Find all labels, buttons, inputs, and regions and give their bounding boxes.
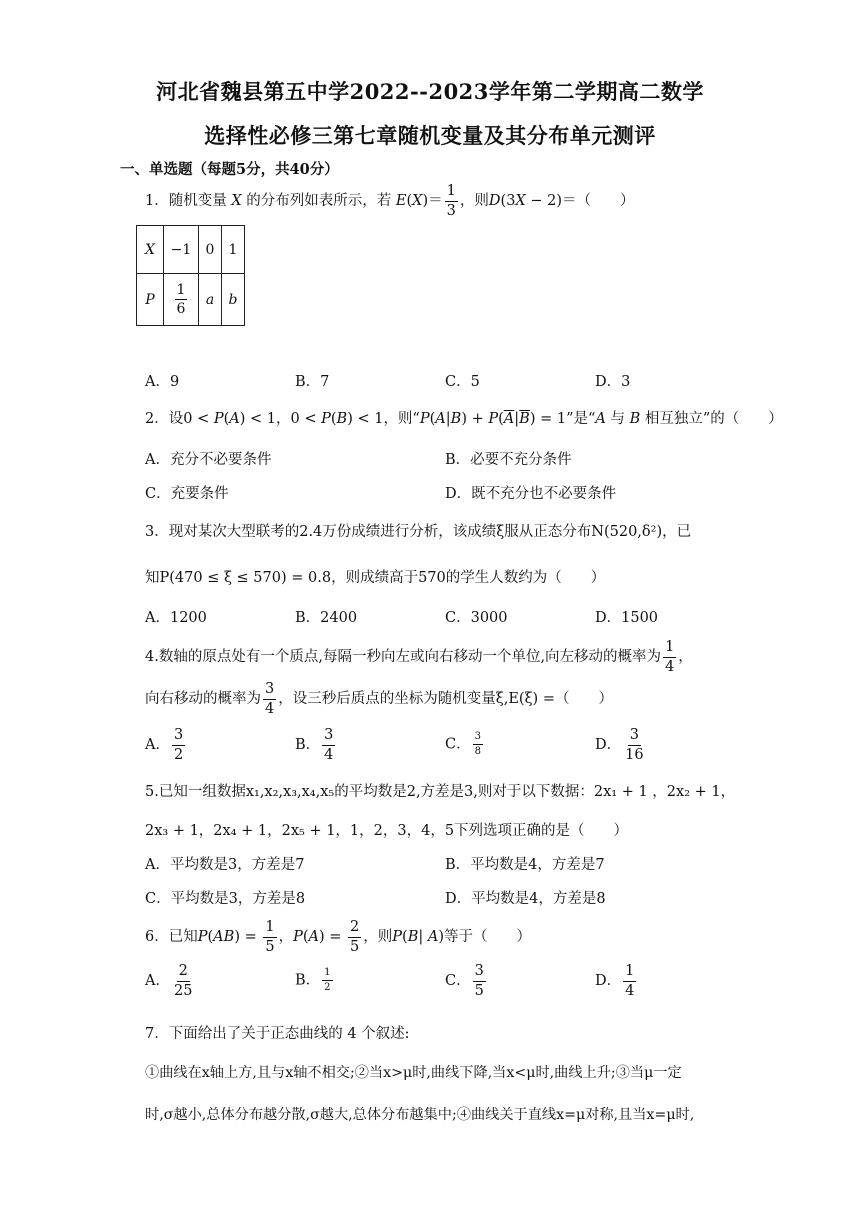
option-a: A． $\frac{3}{2}$ bbox=[145, 727, 184, 763]
option-c: C．5 bbox=[445, 374, 480, 390]
option-c: C．充要条件 bbox=[145, 486, 229, 502]
fraction: $\frac{2}{5}$ bbox=[350, 919, 360, 955]
option-a: A．充分不必要条件 bbox=[145, 452, 272, 468]
option-b: B．2400 bbox=[295, 610, 358, 626]
table-cell: P bbox=[137, 274, 164, 326]
fraction: $\frac{1}{3}$ bbox=[446, 183, 456, 219]
table-cell: b bbox=[222, 274, 245, 326]
option-d: D．3 bbox=[595, 374, 631, 390]
question-6-stem: 6．已知P(AB) = $\frac{1}{5}$ ，P(A) = $\frac{2}{5}$ ，则P(B| A)等于（ ） bbox=[145, 919, 532, 955]
option-d: D． $\frac{1}{4}$ bbox=[595, 963, 635, 999]
option-a: A．1200 bbox=[145, 610, 207, 626]
option-b: B．必要不充分条件 bbox=[445, 452, 572, 468]
question-1-stem: 1．随机变量 X 的分布列如表所示，若 E(X)＝ $\frac{1}{3}$ ，则D(3X − 2)＝（ ） bbox=[145, 183, 635, 219]
option-b: B． $\frac{3}{4}$ bbox=[295, 727, 334, 763]
table-cell: 1 bbox=[222, 226, 245, 274]
option-c: C．3000 bbox=[445, 610, 508, 626]
question-3-line2: 知P(470 ≤ ξ ≤ 570) = 0.8，则成绩高于570的学生人数约为（ ） bbox=[145, 570, 606, 586]
question-5-line2: 2x₃ + 1，2x₄ + 1，2x₅ + 1，1，2，3，4，5下列选项正确的是（ ） bbox=[145, 823, 629, 839]
option-c: C．平均数是3，方差是8 bbox=[145, 891, 306, 907]
table-cell: a bbox=[199, 274, 222, 326]
table-cell: 0 bbox=[199, 226, 222, 274]
table-cell: −1 bbox=[164, 226, 199, 274]
option-c: C． $\frac{3}{5}$ bbox=[445, 963, 484, 999]
question-7-line2: ①曲线在x轴上方,且与x轴不相交;②当x>μ时,曲线下降,当x<μ时,曲线上升;③当μ一定 bbox=[145, 1065, 682, 1081]
option-d: D．平均数是4，方差是8 bbox=[445, 891, 606, 907]
question-5-line1: 5.已知一组数据x₁,x₂,x₃,x₄,x₅的平均数是2,方差是3,则对于以下数据：2x₁ + 1 ，2x₂ + 1， bbox=[145, 784, 736, 800]
question-7-line1: 7．下面给出了关于正态曲线的 4 个叙述: bbox=[145, 1026, 410, 1042]
fraction: $\frac{1}{4}$ bbox=[665, 639, 675, 675]
option-b: B．7 bbox=[295, 374, 330, 390]
option-c: C． $\frac{3}{8}$ bbox=[445, 731, 481, 757]
option-d: D． $\frac{3}{16}$ bbox=[595, 727, 644, 763]
question-4-line1: 4.数轴的原点处有一个质点,每隔一秒向左或向右移动一个单位,向左移动的概率为 $\frac{1}{4}$ ， bbox=[145, 639, 693, 675]
exam-title-line2: 选择性必修三第七章随机变量及其分布单元测评 bbox=[204, 123, 656, 148]
section-heading: 一、单选题（每题5分，共40分） bbox=[120, 161, 339, 178]
option-b: B．平均数是4，方差是7 bbox=[445, 857, 605, 873]
question-4-line2: 向右移动的概率为 $\frac{3}{4}$ ，设三秒后质点的坐标为随机变量ξ,E(ξ) =（ ） bbox=[145, 681, 613, 717]
option-d: D．1500 bbox=[595, 610, 659, 626]
option-d: D．既不充分也不必要条件 bbox=[445, 486, 617, 502]
question-7-line3: 时,σ越小,总体分布越分散,σ越大,总体分布越集中;④曲线关于直线x=μ对称,且当x=μ时, bbox=[145, 1107, 695, 1123]
distribution-table bbox=[136, 225, 245, 326]
question-2-stem: 2．设0 < P(A) < 1，0 < P(B) < 1，则“$P(A|B) + P(\overline{A}|\overline{B}) = 1$”是“A 与 B 相互独立”的（ ） bbox=[145, 411, 783, 427]
option-a: A．9 bbox=[145, 374, 180, 390]
table-cell: $\frac{1}{6}$ bbox=[164, 274, 199, 326]
exam-title-line1: 河北省魏县第五中学2022--2023学年第二学期高二数学 bbox=[156, 79, 704, 104]
table-cell: X bbox=[137, 226, 164, 274]
fraction: $\frac{3}{4}$ bbox=[265, 681, 275, 717]
option-a: A． $\frac{2}{25}$ bbox=[145, 963, 193, 999]
option-b: B． $\frac{1}{2}$ bbox=[295, 967, 331, 993]
option-a: A．平均数是3，方差是7 bbox=[145, 857, 305, 873]
fraction: $\frac{1}{5}$ bbox=[265, 919, 275, 955]
question-3-line1: 3．现对某次大型联考的2.4万份成绩进行分析，该成绩ξ服从正态分布N(520,δ²)，已 bbox=[145, 524, 692, 540]
